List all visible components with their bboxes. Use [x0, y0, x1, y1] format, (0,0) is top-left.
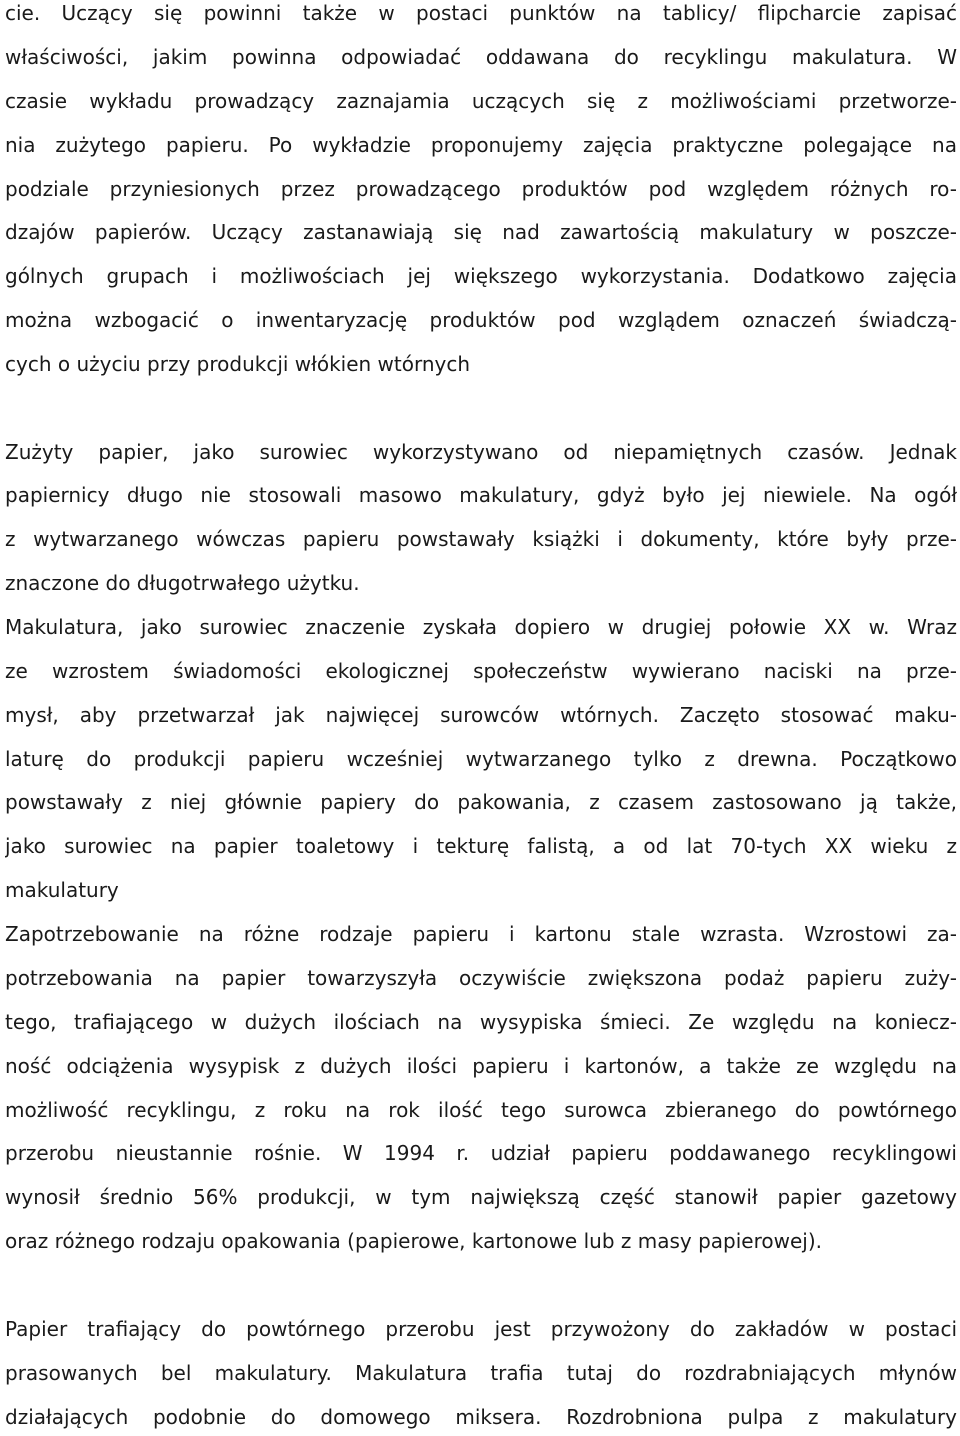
text-line: tego, trafiającego w dużych ilościach na wysypiska śmieci. Ze względu na koniecz- — [5, 1010, 957, 1034]
text-line: dzajów papierów. Uczący zastanawiają się nad zawartością makulatury w poszcze- — [5, 220, 957, 244]
text-line: działających podobnie do domowego miksera. Rozdrobniona pulpa z makulatury — [5, 1405, 957, 1429]
text-line: Zapotrzebowanie na różne rodzaje papieru i kartonu stale wzrasta. Wzrostowi za- — [5, 922, 957, 946]
text-line: właściwości, jakim powinna odpowiadać oddawana do recyklingu makulatura. W — [5, 45, 957, 69]
text-line: jako surowiec na papier toaletowy i tekturę falistą, a od lat 70-tych XX wieku z — [5, 834, 957, 858]
text-line: gólnych grupach i możliwościach jej większego wykorzystania. Dodatkowo zajęcia — [5, 264, 957, 288]
text-line: powstawały z niej głównie papiery do pakowania, z czasem zastosowano ją także, — [5, 790, 957, 814]
text-line: Zużyty papier, jako surowiec wykorzystywano od niepamiętnych czasów. Jednak — [5, 440, 957, 464]
text-line: wynosił średnio 56% produkcji, w tym największą część stanowił papier gazetowy — [5, 1185, 957, 1209]
text-line: laturę do produkcji papieru wcześniej wytwarzanego tylko z drewna. Początkowo — [5, 747, 957, 771]
text-line: ność odciążenia wysypisk z dużych ilości papieru i kartonów, a także ze względu na — [5, 1054, 957, 1078]
text-line: makulatury — [5, 878, 119, 902]
text-line: cie. Uczący się powinni także w postaci punktów na tablicy/ flipcharcie zapisać — [5, 1, 957, 25]
text-line: przerobu nieustannie rośnie. W 1994 r. udział papieru poddawanego recyklingowi — [5, 1141, 957, 1165]
text-line: potrzebowania na papier towarzyszyła oczywiście zwiększona podaż papieru zuży- — [5, 966, 957, 990]
text-line: możliwość recyklingu, z roku na rok ilość tego surowca zbieranego do powtórnego — [5, 1098, 957, 1122]
text-line: prasowanych bel makulatury. Makulatura trafia tutaj do rozdrabniających młynów — [5, 1361, 957, 1385]
text-line: znaczone do długotrwałego użytku. — [5, 571, 360, 595]
text-line: ze wzrostem świadomości ekologicznej społeczeństw wywierano naciski na prze- — [5, 659, 957, 683]
text-line: cych o użyciu przy produkcji włókien wtórnych — [5, 352, 471, 376]
text-line: nia zużytego papieru. Po wykładzie proponujemy zajęcia praktyczne polegające na — [5, 133, 957, 157]
text-line: Papier trafiający do powtórnego przerobu jest przywożony do zakładów w postaci — [5, 1317, 957, 1341]
text-line: papiernicy długo nie stosowali masowo makulatury, gdyż było jej niewiele. Na ogół — [5, 483, 957, 507]
text-line: podziale przyniesionych przez prowadzącego produktów pod względem różnych ro- — [5, 177, 957, 201]
text-line: mysł, aby przetwarzał jak najwięcej surowców wtórnych. Zaczęto stosować maku- — [5, 703, 957, 727]
text-line: można wzbogacić o inwentaryzację produktów pod wzglądem oznaczeń świadczą- — [5, 308, 957, 332]
text-line: czasie wykładu prowadzący zaznajamia uczących się z możliwościami przetworze- — [5, 89, 957, 113]
text-line: oraz różnego rodzaju opakowania (papierowe, kartonowe lub z masy papierowej). — [5, 1229, 822, 1253]
text-line: z wytwarzanego wówczas papieru powstawały książki i dokumenty, które były prze- — [5, 527, 957, 551]
text-line: Makulatura, jako surowiec znaczenie zyskała dopiero w drugiej połowie XX w. Wraz — [5, 615, 957, 639]
